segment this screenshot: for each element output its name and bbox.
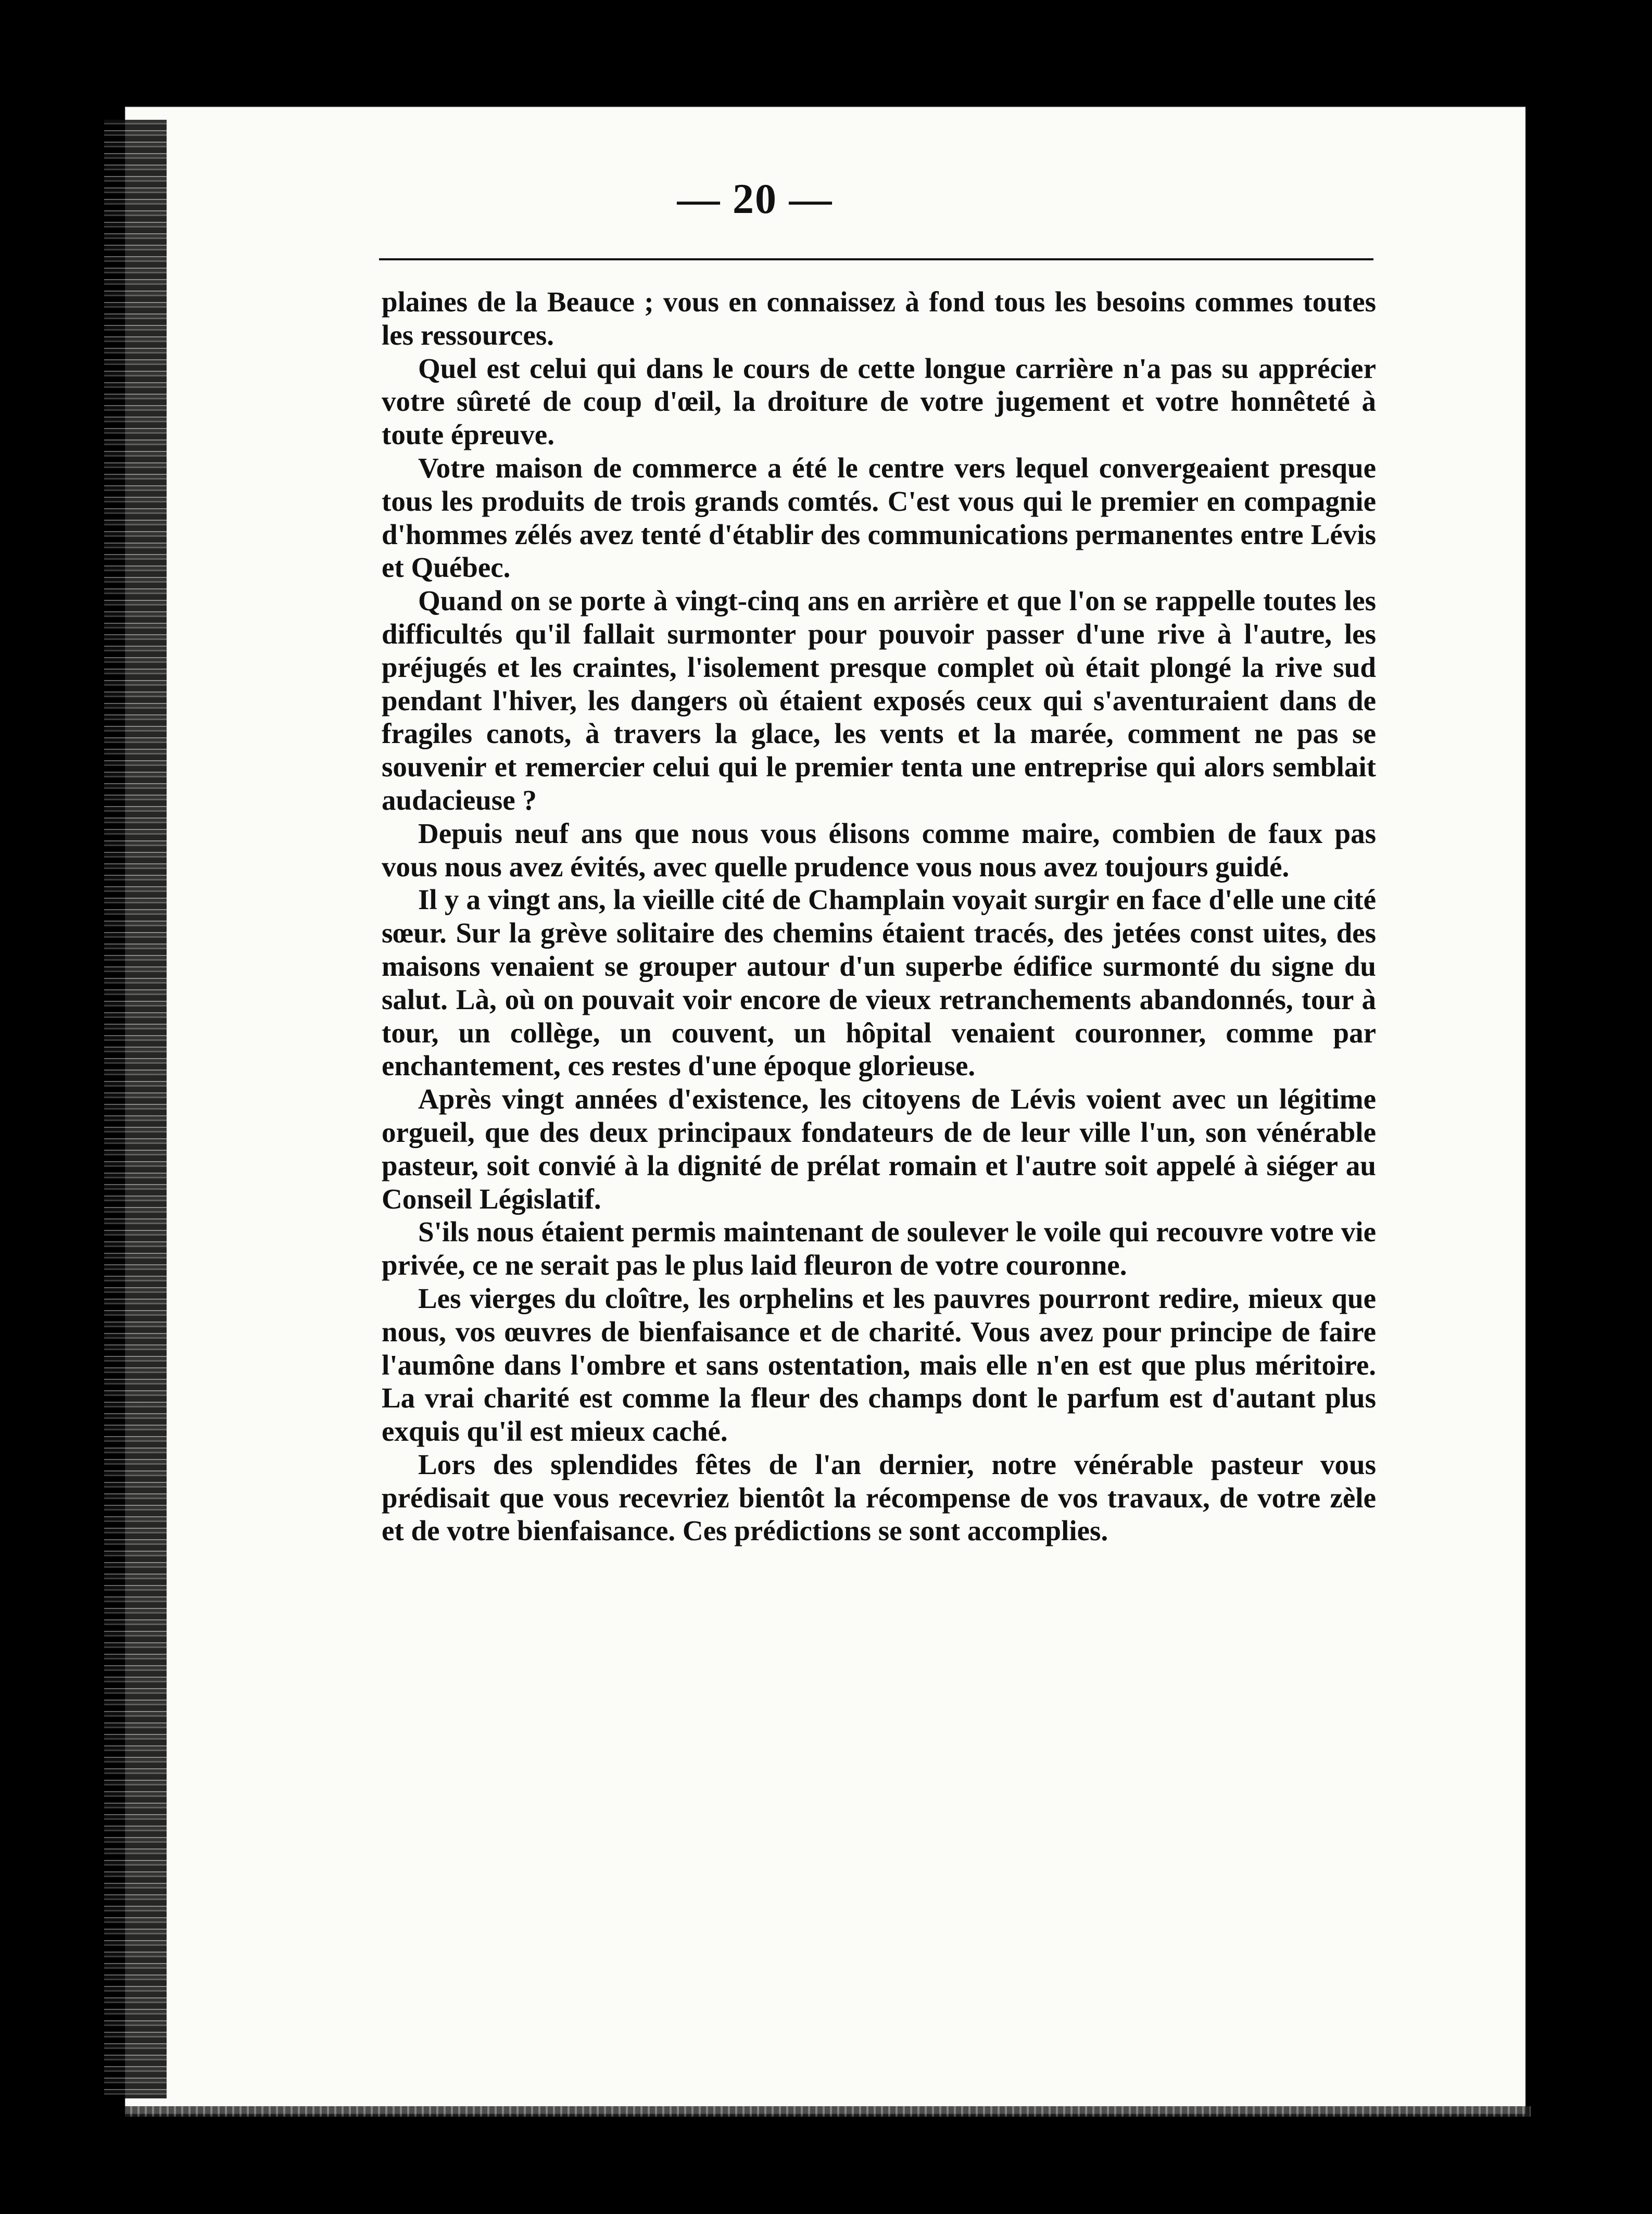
- paragraph: Il y a vingt ans, la vieille cité de Champlain voyait surgir en face d'elle une cité sœur. Sur la grève solitaire des chemins étaient tracés, des jetées const uites, des maisons venaient se grouper autour d'un superbe édifice surmonté du signe du salut. Là, où on pouvait voir encore de vieux retranchements abandonnés, tour à tour, un collège, un couvent, un hôpital venaient couronner, comme par enchantement, ces restes d'une époque glorieuse.: [382, 884, 1376, 1082]
- bottom-page-edge: [125, 2106, 1531, 2117]
- paragraph: plaines de la Beauce ; vous en connaissez à fond tous les besoins commes toutes les ressources.: [382, 286, 1376, 351]
- paragraph: S'ils nous étaient permis maintenant de soulever le voile qui recouvre votre vie privée, ce ne serait pas le plus laid fleuron de votre couronne.: [382, 1216, 1376, 1281]
- paragraph: Quel est celui qui dans le cours de cette longue carrière n'a pas su apprécier votre sûreté de coup d'œil, la droiture de votre jugement et votre honnêteté à toute épreuve.: [382, 352, 1376, 451]
- paragraph: Quand on se porte à vingt-cinq ans en arrière et que l'on se rappelle toutes les difficultés qu'il fallait surmonter pour pouvoir passer d'une rive à l'autre, les préjugés et les craintes, l'isolement presque complet où était plongé la rive sud pendant l'hiver, les dangers où étaient exposés ceux qui s'aventuraient dans de fragiles canots, à travers la glace, les vents et la marée, comment ne pas se souvenir et remercier celui qui le premier tenta une entreprise qui alors semblait audacieuse ?: [382, 585, 1376, 816]
- right-page-edge: [1525, 94, 1546, 2114]
- paragraph: Après vingt années d'existence, les citoyens de Lévis voient avec un légitime orgueil, que des deux principaux fondateurs de de leur ville l'un, son vénérable pasteur, soit convié à la dignité de prélat romain et l'autre soit appelé à siéger au Conseil Législatif.: [382, 1083, 1376, 1215]
- body-text: [382, 285, 1376, 1548]
- paragraph: Lors des splendides fêtes de l'an dernier, notre vénérable pasteur vous prédisait que vous recevriez bientôt la récompense de vos travaux, de votre zèle et de votre bienfaisance. Ces prédictions se sont accomplies.: [382, 1448, 1376, 1547]
- binding-edge: [104, 120, 167, 2098]
- paragraph: Les vierges du cloître, les orphelins et les pauvres pourront redire, mieux que nous, vos œuvres de bienfaisance et de charité. Vous avez pour principe de faire l'aumône dans l'ombre et sans ostentation, mais elle n'en est que plus méritoire. La vrai charité est comme la fleur des champs dont le parfum est d'autant plus exquis qu'il est mieux caché.: [382, 1282, 1376, 1448]
- header-rule: [379, 258, 1373, 260]
- paragraph: Depuis neuf ans que nous vous élisons comme maire, combien de faux pas vous nous avez évités, avec quelle prudence vous nous avez toujours guidé.: [382, 817, 1376, 883]
- paragraph: Votre maison de commerce a été le centre vers lequel convergeaient presque tous les produits de trois grands comtés. C'est vous qui le premier en compagnie d'hommes zélés avez tenté d'établir des communications permanentes entre Lévis et Québec.: [382, 451, 1376, 584]
- page-number-header: — 20 —: [677, 175, 833, 222]
